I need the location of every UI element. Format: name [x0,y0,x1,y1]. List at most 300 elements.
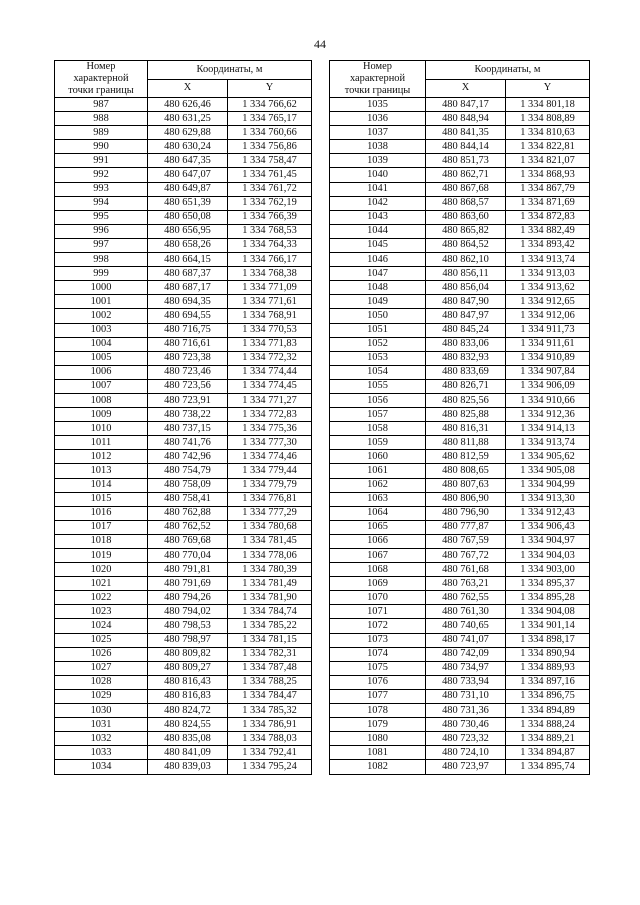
table-row [330,591,590,605]
y-coordinate-cell: 1 334 901,14 [506,619,590,633]
header-y: Y [228,79,312,98]
y-coordinate-cell: 1 334 897,16 [506,675,590,689]
table-row [55,422,312,436]
point-number-cell: 1056 [330,393,426,407]
header-point-number [55,61,148,98]
point-number-cell: 1078 [330,704,426,718]
point-number-cell: 1026 [55,647,148,661]
header-number-line3: точки границы [344,85,411,96]
table-row [55,732,312,746]
y-coordinate-cell: 1 334 914,13 [506,422,590,436]
table-row [55,492,312,506]
table-row [330,365,590,379]
x-coordinate-cell: 480 862,10 [426,253,506,267]
page-number: 44 [314,37,326,51]
table-row [330,450,590,464]
x-coordinate-cell: 480 761,68 [426,563,506,577]
table-row [330,478,590,492]
y-coordinate-cell: 1 334 771,83 [228,337,312,351]
y-coordinate-cell: 1 334 781,45 [228,534,312,548]
point-number-cell: 1045 [330,238,426,252]
point-number-cell: 1009 [55,408,148,422]
table-row [55,238,312,252]
x-coordinate-cell: 480 741,76 [148,436,228,450]
x-coordinate-cell: 480 806,90 [426,492,506,506]
table-row [330,647,590,661]
table-row [330,323,590,337]
y-coordinate-cell: 1 334 907,84 [506,365,590,379]
table-row [55,140,312,154]
point-number-cell: 1034 [55,760,148,774]
table-row [55,182,312,196]
point-number-cell: 1037 [330,126,426,140]
y-coordinate-cell: 1 334 912,06 [506,309,590,323]
x-coordinate-cell: 480 809,27 [148,661,228,675]
point-number-cell: 1081 [330,746,426,760]
point-number-cell: 1029 [55,689,148,703]
x-coordinate-cell: 480 664,15 [148,253,228,267]
point-number-cell: 1073 [330,633,426,647]
point-number-cell: 1017 [55,520,148,534]
y-coordinate-cell: 1 334 913,62 [506,281,590,295]
header-x: X [426,79,506,98]
table-row [330,112,590,126]
point-number-cell: 1059 [330,436,426,450]
x-coordinate-cell: 480 867,68 [426,182,506,196]
table-row [330,309,590,323]
point-number-cell: 1074 [330,647,426,661]
point-number-cell: 1013 [55,464,148,478]
header-y: Y [506,79,590,98]
x-coordinate-cell: 480 647,07 [148,168,228,182]
table-row [55,309,312,323]
y-coordinate-cell: 1 334 766,17 [228,253,312,267]
y-coordinate-cell: 1 334 758,47 [228,154,312,168]
x-coordinate-cell: 480 798,97 [148,633,228,647]
table-row [55,450,312,464]
y-coordinate-cell: 1 334 895,37 [506,577,590,591]
x-coordinate-cell: 480 723,38 [148,351,228,365]
point-number-cell: 993 [55,182,148,196]
x-coordinate-cell: 480 656,95 [148,224,228,238]
x-coordinate-cell: 480 770,04 [148,549,228,563]
header-number-line1: Номер [363,61,392,72]
x-coordinate-cell: 480 824,55 [148,718,228,732]
x-coordinate-cell: 480 740,65 [426,619,506,633]
x-coordinate-cell: 480 734,97 [426,661,506,675]
point-number-cell: 1038 [330,140,426,154]
x-coordinate-cell: 480 651,39 [148,196,228,210]
point-number-cell: 992 [55,168,148,182]
point-number-cell: 1072 [330,619,426,633]
point-number-cell: 999 [55,267,148,281]
y-coordinate-cell: 1 334 913,74 [506,253,590,267]
y-coordinate-cell: 1 334 760,66 [228,126,312,140]
table-row [55,436,312,450]
table-row [330,506,590,520]
y-coordinate-cell: 1 334 904,08 [506,605,590,619]
y-coordinate-cell: 1 334 768,91 [228,309,312,323]
point-number-cell: 1003 [55,323,148,337]
y-coordinate-cell: 1 334 872,83 [506,210,590,224]
table-row [55,196,312,210]
y-coordinate-cell: 1 334 895,74 [506,760,590,774]
table-row [330,351,590,365]
point-number-cell: 1061 [330,464,426,478]
table-row [330,281,590,295]
y-coordinate-cell: 1 334 784,74 [228,605,312,619]
y-coordinate-cell: 1 334 906,09 [506,379,590,393]
table-row [330,393,590,407]
x-coordinate-cell: 480 824,72 [148,704,228,718]
table-row [330,718,590,732]
header-point-number [330,61,426,98]
x-coordinate-cell: 480 716,75 [148,323,228,337]
y-coordinate-cell: 1 334 906,43 [506,520,590,534]
table-row [55,168,312,182]
x-coordinate-cell: 480 762,88 [148,506,228,520]
y-coordinate-cell: 1 334 780,39 [228,563,312,577]
table-row [330,267,590,281]
point-number-cell: 1025 [55,633,148,647]
x-coordinate-cell: 480 791,81 [148,563,228,577]
table-row [55,210,312,224]
point-number-cell: 1064 [330,506,426,520]
table-row [55,393,312,407]
y-coordinate-cell: 1 334 871,69 [506,196,590,210]
y-coordinate-cell: 1 334 905,08 [506,464,590,478]
y-coordinate-cell: 1 334 894,87 [506,746,590,760]
x-coordinate-cell: 480 724,10 [426,746,506,760]
point-number-cell: 1039 [330,154,426,168]
table-row [330,492,590,506]
y-coordinate-cell: 1 334 788,03 [228,732,312,746]
header-x: X [148,79,228,98]
point-number-cell: 1055 [330,379,426,393]
point-number-cell: 1047 [330,267,426,281]
point-number-cell: 1049 [330,295,426,309]
point-number-cell: 1005 [55,351,148,365]
table-row [330,408,590,422]
table-row [55,126,312,140]
x-coordinate-cell: 480 694,55 [148,309,228,323]
y-coordinate-cell: 1 334 894,89 [506,704,590,718]
x-coordinate-cell: 480 847,90 [426,295,506,309]
x-coordinate-cell: 480 723,32 [426,732,506,746]
x-coordinate-cell: 480 807,63 [426,478,506,492]
x-coordinate-cell: 480 856,04 [426,281,506,295]
point-number-cell: 1075 [330,661,426,675]
x-coordinate-cell: 480 839,03 [148,760,228,774]
x-coordinate-cell: 480 742,09 [426,647,506,661]
point-number-cell: 1051 [330,323,426,337]
y-coordinate-cell: 1 334 762,19 [228,196,312,210]
y-coordinate-cell: 1 334 910,89 [506,351,590,365]
y-coordinate-cell: 1 334 775,36 [228,422,312,436]
y-coordinate-cell: 1 334 781,49 [228,577,312,591]
table-row [330,154,590,168]
point-number-cell: 1020 [55,563,148,577]
y-coordinate-cell: 1 334 882,49 [506,224,590,238]
coordinates-table-left [54,60,312,775]
x-coordinate-cell: 480 856,11 [426,267,506,281]
header-number-line3: точки границы [68,85,134,96]
coordinates-table-right [329,60,590,775]
point-number-cell: 1028 [55,675,148,689]
table-row [330,464,590,478]
table-row [330,732,590,746]
y-coordinate-cell: 1 334 781,90 [228,591,312,605]
y-coordinate-cell: 1 334 768,38 [228,267,312,281]
y-coordinate-cell: 1 334 781,15 [228,633,312,647]
x-coordinate-cell: 480 777,87 [426,520,506,534]
table-row [330,661,590,675]
x-coordinate-cell: 480 730,46 [426,718,506,732]
point-number-cell: 1010 [55,422,148,436]
y-coordinate-cell: 1 334 893,42 [506,238,590,252]
point-number-cell: 1067 [330,549,426,563]
point-number-cell: 1031 [55,718,148,732]
x-coordinate-cell: 480 738,22 [148,408,228,422]
y-coordinate-cell: 1 334 770,53 [228,323,312,337]
x-coordinate-cell: 480 758,09 [148,478,228,492]
table-row [330,196,590,210]
x-coordinate-cell: 480 647,35 [148,154,228,168]
header-number-line2: характерной [349,73,406,84]
point-number-cell: 1066 [330,534,426,548]
table-row [55,549,312,563]
table-row [55,379,312,393]
y-coordinate-cell: 1 334 867,79 [506,182,590,196]
y-coordinate-cell: 1 334 904,03 [506,549,590,563]
y-coordinate-cell: 1 334 777,30 [228,436,312,450]
table-row [55,718,312,732]
y-coordinate-cell: 1 334 868,93 [506,168,590,182]
x-coordinate-cell: 480 630,24 [148,140,228,154]
table-row [330,140,590,154]
y-coordinate-cell: 1 334 785,22 [228,619,312,633]
x-coordinate-cell: 480 767,59 [426,534,506,548]
table-row [330,605,590,619]
table-row [330,549,590,563]
table-row [55,619,312,633]
x-coordinate-cell: 480 733,94 [426,675,506,689]
point-number-cell: 1080 [330,732,426,746]
y-coordinate-cell: 1 334 913,03 [506,267,590,281]
x-coordinate-cell: 480 694,35 [148,295,228,309]
point-number-cell: 1036 [330,112,426,126]
x-coordinate-cell: 480 631,25 [148,112,228,126]
x-coordinate-cell: 480 731,10 [426,689,506,703]
point-number-cell: 1043 [330,210,426,224]
point-number-cell: 1019 [55,549,148,563]
x-coordinate-cell: 480 811,88 [426,436,506,450]
table-row [55,746,312,760]
point-number-cell: 1030 [55,704,148,718]
point-number-cell: 1079 [330,718,426,732]
x-coordinate-cell: 480 825,88 [426,408,506,422]
y-coordinate-cell: 1 334 896,75 [506,689,590,703]
table-row [330,520,590,534]
x-coordinate-cell: 480 754,79 [148,464,228,478]
x-coordinate-cell: 480 868,57 [426,196,506,210]
y-coordinate-cell: 1 334 801,18 [506,98,590,112]
point-number-cell: 1057 [330,408,426,422]
x-coordinate-cell: 480 762,52 [148,520,228,534]
x-coordinate-cell: 480 767,72 [426,549,506,563]
point-number-cell: 1007 [55,379,148,393]
table-row [55,577,312,591]
point-number-cell: 1041 [330,182,426,196]
table-row [55,506,312,520]
x-coordinate-cell: 480 723,46 [148,365,228,379]
x-coordinate-cell: 480 650,08 [148,210,228,224]
y-coordinate-cell: 1 334 779,79 [228,478,312,492]
y-coordinate-cell: 1 334 890,94 [506,647,590,661]
table-row [55,633,312,647]
point-number-cell: 1044 [330,224,426,238]
table-row [330,210,590,224]
table-row [55,253,312,267]
point-number-cell: 1053 [330,351,426,365]
table-row [55,281,312,295]
y-coordinate-cell: 1 334 771,61 [228,295,312,309]
point-number-cell: 1046 [330,253,426,267]
y-coordinate-cell: 1 334 821,07 [506,154,590,168]
point-number-cell: 1032 [55,732,148,746]
table-row [330,126,590,140]
y-coordinate-cell: 1 334 785,32 [228,704,312,718]
table-row [55,224,312,238]
point-number-cell: 1011 [55,436,148,450]
table-row [55,295,312,309]
header-number-line2: характерной [73,73,129,84]
header-number-line1: Номер [86,61,116,72]
y-coordinate-cell: 1 334 905,62 [506,450,590,464]
point-number-cell: 988 [55,112,148,126]
x-coordinate-cell: 480 841,35 [426,126,506,140]
x-coordinate-cell: 480 758,41 [148,492,228,506]
point-number-cell: 1063 [330,492,426,506]
point-number-cell: 1082 [330,760,426,774]
point-number-cell: 1033 [55,746,148,760]
x-coordinate-cell: 480 816,43 [148,675,228,689]
x-coordinate-cell: 480 844,14 [426,140,506,154]
y-coordinate-cell: 1 334 774,44 [228,365,312,379]
y-coordinate-cell: 1 334 768,53 [228,224,312,238]
point-number-cell: 996 [55,224,148,238]
point-number-cell: 994 [55,196,148,210]
point-number-cell: 1023 [55,605,148,619]
table-row [330,238,590,252]
x-coordinate-cell: 480 835,08 [148,732,228,746]
y-coordinate-cell: 1 334 780,68 [228,520,312,534]
table-row [55,337,312,351]
point-number-cell: 1027 [55,661,148,675]
table-row [330,182,590,196]
point-number-cell: 1068 [330,563,426,577]
table-row [330,224,590,238]
y-coordinate-cell: 1 334 889,21 [506,732,590,746]
point-number-cell: 1069 [330,577,426,591]
table-row [330,436,590,450]
y-coordinate-cell: 1 334 777,29 [228,506,312,520]
y-coordinate-cell: 1 334 913,74 [506,436,590,450]
table-row [55,647,312,661]
x-coordinate-cell: 480 865,82 [426,224,506,238]
table-row [330,337,590,351]
point-number-cell: 1014 [55,478,148,492]
point-number-cell: 1001 [55,295,148,309]
x-coordinate-cell: 480 851,73 [426,154,506,168]
point-number-cell: 1060 [330,450,426,464]
y-coordinate-cell: 1 334 898,17 [506,633,590,647]
y-coordinate-cell: 1 334 787,48 [228,661,312,675]
y-coordinate-cell: 1 334 761,72 [228,182,312,196]
table-row [55,675,312,689]
table-row [55,112,312,126]
x-coordinate-cell: 480 808,65 [426,464,506,478]
y-coordinate-cell: 1 334 756,86 [228,140,312,154]
table-row [55,704,312,718]
x-coordinate-cell: 480 841,09 [148,746,228,760]
x-coordinate-cell: 480 687,37 [148,267,228,281]
y-coordinate-cell: 1 334 766,39 [228,210,312,224]
point-number-cell: 989 [55,126,148,140]
point-number-cell: 1050 [330,309,426,323]
x-coordinate-cell: 480 798,53 [148,619,228,633]
point-number-cell: 1015 [55,492,148,506]
y-coordinate-cell: 1 334 774,45 [228,379,312,393]
y-coordinate-cell: 1 334 810,63 [506,126,590,140]
point-number-cell: 1042 [330,196,426,210]
x-coordinate-cell: 480 629,88 [148,126,228,140]
table-row [55,365,312,379]
table-row [330,295,590,309]
x-coordinate-cell: 480 833,69 [426,365,506,379]
table-row [330,168,590,182]
x-coordinate-cell: 480 626,46 [148,98,228,112]
table-row [330,577,590,591]
point-number-cell: 1071 [330,605,426,619]
x-coordinate-cell: 480 723,91 [148,393,228,407]
x-coordinate-cell: 480 723,56 [148,379,228,393]
y-coordinate-cell: 1 334 774,46 [228,450,312,464]
x-coordinate-cell: 480 687,17 [148,281,228,295]
y-coordinate-cell: 1 334 772,83 [228,408,312,422]
x-coordinate-cell: 480 862,71 [426,168,506,182]
x-coordinate-cell: 480 847,17 [426,98,506,112]
table-row [55,351,312,365]
y-coordinate-cell: 1 334 782,31 [228,647,312,661]
point-number-cell: 1000 [55,281,148,295]
y-coordinate-cell: 1 334 888,24 [506,718,590,732]
x-coordinate-cell: 480 731,36 [426,704,506,718]
x-coordinate-cell: 480 847,97 [426,309,506,323]
y-coordinate-cell: 1 334 795,24 [228,760,312,774]
table-row [55,689,312,703]
point-number-cell: 1024 [55,619,148,633]
point-number-cell: 998 [55,253,148,267]
y-coordinate-cell: 1 334 779,44 [228,464,312,478]
table-row [330,379,590,393]
y-coordinate-cell: 1 334 765,17 [228,112,312,126]
x-coordinate-cell: 480 723,97 [426,760,506,774]
point-number-cell: 1008 [55,393,148,407]
point-number-cell: 1022 [55,591,148,605]
y-coordinate-cell: 1 334 904,99 [506,478,590,492]
point-number-cell: 1054 [330,365,426,379]
